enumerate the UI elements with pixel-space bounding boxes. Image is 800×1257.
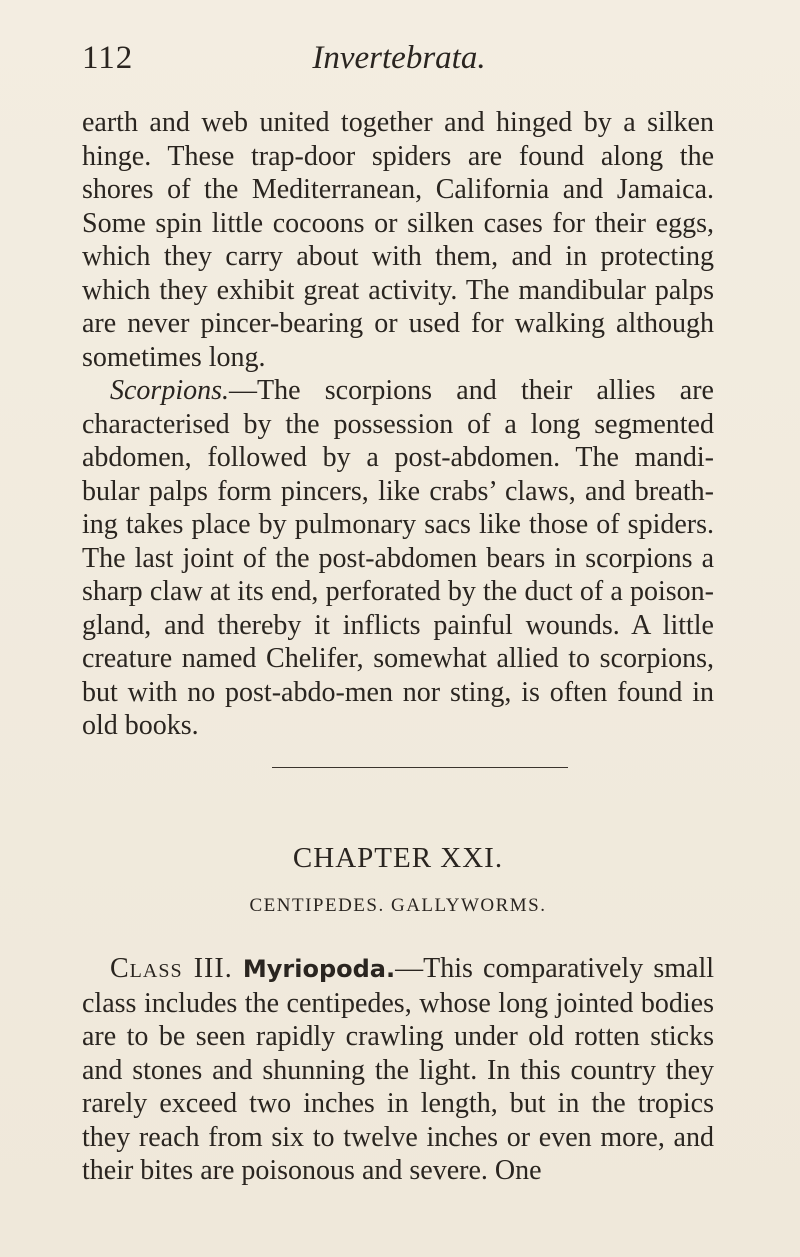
page-number: 112 (82, 40, 134, 76)
paragraph-myriopoda (82, 952, 714, 1188)
chapter-title: CHAPTER XXI. (292, 842, 504, 874)
chapter-subtitle: CENTIPEDES. GALLYWORMS. (249, 895, 547, 916)
myriopoda-term: Myriopoda. (242, 955, 396, 983)
scorpions-text: —The scorpions and their allies are characterised by the possession of a long segmented abdomen, followed by a post-abdomen. The mandi-bular palps form pincers, like crabs’ claws, and breath-ing takes place by pulmonary sacs like those of spiders. The last joint of the post-abdomen bears in scorpions a sharp claw at its end, perforated by the duct of a poison-gland, and thereby it inflicts painful wounds. A little creature named Chelifer, somewhat allied to scorpions, but with no post-abdo-men nor sting, is often found in old books. (82, 375, 714, 741)
text-block-myriopoda (82, 952, 714, 1188)
paragraph-scorpions (82, 374, 714, 743)
paragraph-trap-door-spiders: earth and web united together and hinged by a silken hinge. These trap-door spiders are found along the shores of the Mediterranean, California and Jamaica. Some spin little cocoons or silken cases for their eggs, which they carry about with them, and in protecting which they exhibit great activity. The mandibular palps are never pincer-bearing or used for walking although sometimes long. (82, 107, 714, 373)
class-label: Class III. (110, 953, 233, 984)
myriopoda-text: —This comparatively small class includes the centipedes, whose long jointed bodies are to be seen rapidly crawling under old rotten sticks and stones and shunning the light. In this country they rarely exceed two inches in length, but in the tropics they reach from six to twelve inches or even more, and their bites are poisonous and severe. One (82, 953, 714, 1186)
scorpions-heading: Scorpions. (110, 375, 229, 406)
text-block-spiders-scorpions (82, 106, 714, 743)
running-head: Invertebrata. (312, 40, 486, 76)
section-divider (272, 767, 568, 768)
page-header (82, 40, 716, 80)
